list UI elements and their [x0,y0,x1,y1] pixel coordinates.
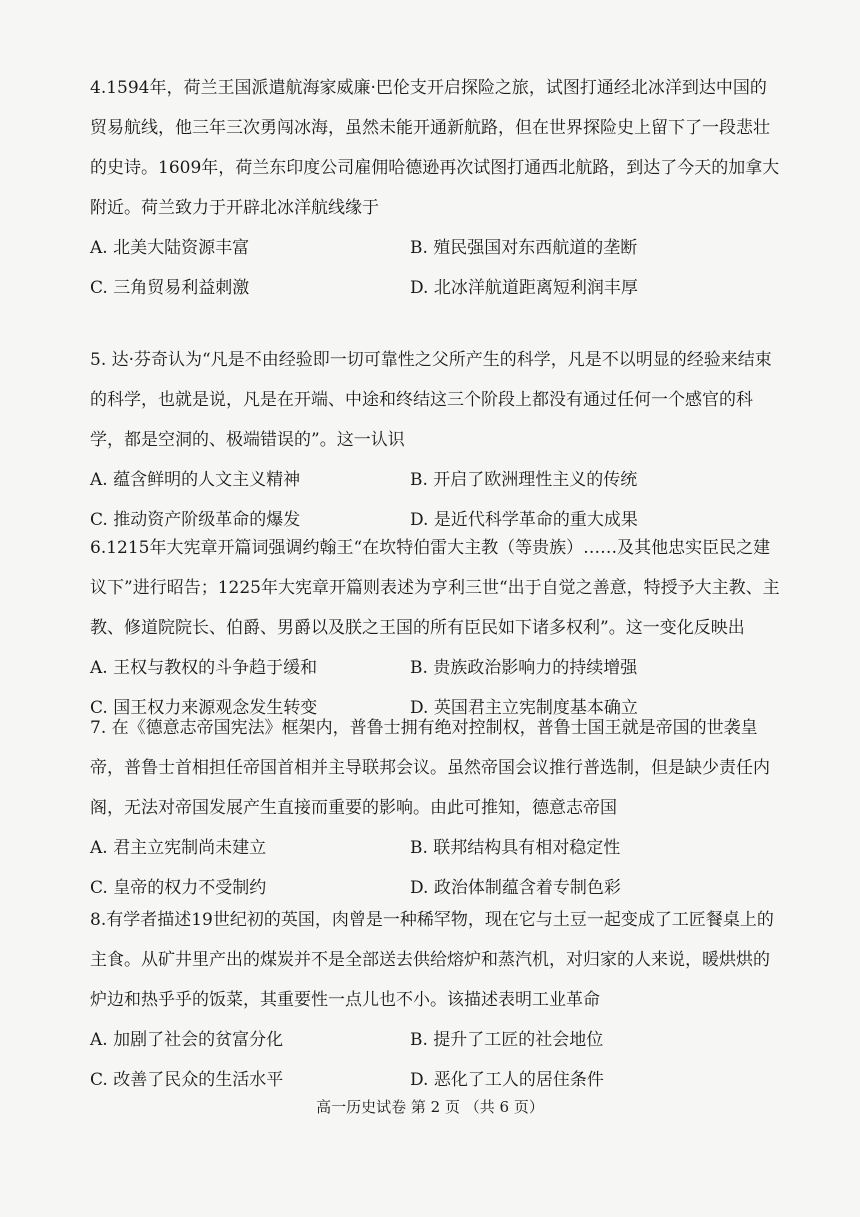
option-a: A. 北美大陆资源丰富 [90,238,250,258]
question-stem: 8.有学者描述19世纪初的英国，肉曾是一种稀罕物，现在它与土豆一起变成了工匠餐桌上的主食。从矿井里产出的煤炭并不是全部送去供给熔炉和蒸汽机，对归家的人来说，暖烘烘的炉边和热乎乎的饭菜，其重要性一点儿也不小。该描述表明工业革命 [90,910,774,1010]
question-5 [90,340,780,540]
question-8 [90,900,780,1100]
options [90,828,780,908]
option-b: B. 贵族政治影响力的持续增强 [410,658,638,678]
option-d: D. 恶化了工人的居住条件 [410,1070,604,1090]
option-d: D. 英国君主立宪制度基本确立 [410,698,638,718]
question-7 [90,708,780,908]
option-b: B. 提升了工匠的社会地位 [410,1030,604,1050]
option-a: A. 蕴含鲜明的人文主义精神 [90,470,301,490]
option-c: C. 推动资产阶级革命的爆发 [90,510,301,530]
question-stem: 5. 达·芬奇认为“凡是不由经验即一切可靠性之父所产生的科学，凡是不以明显的经验来结束的科学，也就是说，凡是在开端、中途和终结这三个阶段上都没有通过任何一个感官的科学，都是空洞的、极端错误的”。这一认识 [90,350,772,450]
question-stem: 4.1594年，荷兰王国派遣航海家威廉·巴伦支开启探险之旅，试图打通经北冰洋到达中国的贸易航线，他三年三次勇闯冰海，虽然未能开通新航路，但在世界探险史上留下了一段悲壮的史诗。1609年，荷兰东印度公司雇佣哈德逊再次试图打通西北航路，到达了今天的加拿大附近。荷兰致力于开辟北冰洋航线缘于 [90,78,780,218]
option-b: B. 联邦结构具有相对稳定性 [410,838,621,858]
option-b: B. 殖民强国对东西航道的垄断 [410,238,638,258]
question-4 [90,68,780,308]
option-a: A. 加剧了社会的贫富分化 [90,1030,284,1050]
option-d: D. 政治体制蕴含着专制色彩 [410,878,621,898]
option-a: A. 王权与教权的斗争趋于缓和 [90,658,318,678]
option-c: C. 三角贸易利益刺激 [90,278,250,298]
option-d: D. 北冰洋航道距离短利润丰厚 [410,278,638,298]
question-stem: 6.1215年大宪章开篇词强调约翰王“在坎特伯雷大主教（等贵族）……及其他忠实臣民之建议下”进行昭告；1225年大宪章开篇则表述为亨利三世“出于自觉之善意，特授予大主教、主教、修道院院长、伯爵、男爵以及朕之王国的所有臣民如下诸多权利”。这一变化反映出 [90,538,780,638]
options [90,1020,780,1100]
option-d: D. 是近代科学革命的重大成果 [410,510,638,530]
question-6 [90,528,780,728]
option-a: A. 君主立宪制尚未建立 [90,838,267,858]
page-footer: 高一历史试卷 第 2 页 （共 6 页） [316,1098,544,1116]
option-b: B. 开启了欧洲理性主义的传统 [410,470,638,490]
options [90,228,780,308]
option-c: C. 皇帝的权力不受制约 [90,878,267,898]
option-c: C. 国王权力来源观念发生转变 [90,698,318,718]
option-c: C. 改善了民众的生活水平 [90,1070,284,1090]
question-stem: 7. 在《德意志帝国宪法》框架内，普鲁士拥有绝对控制权，普鲁士国王就是帝国的世袭皇帝，普鲁士首相担任帝国首相并主导联邦会议。虽然帝国会议推行普选制，但是缺少责任内阁，无法对帝国发展产生直接而重要的影响。由此可推知，德意志帝国 [90,718,770,818]
